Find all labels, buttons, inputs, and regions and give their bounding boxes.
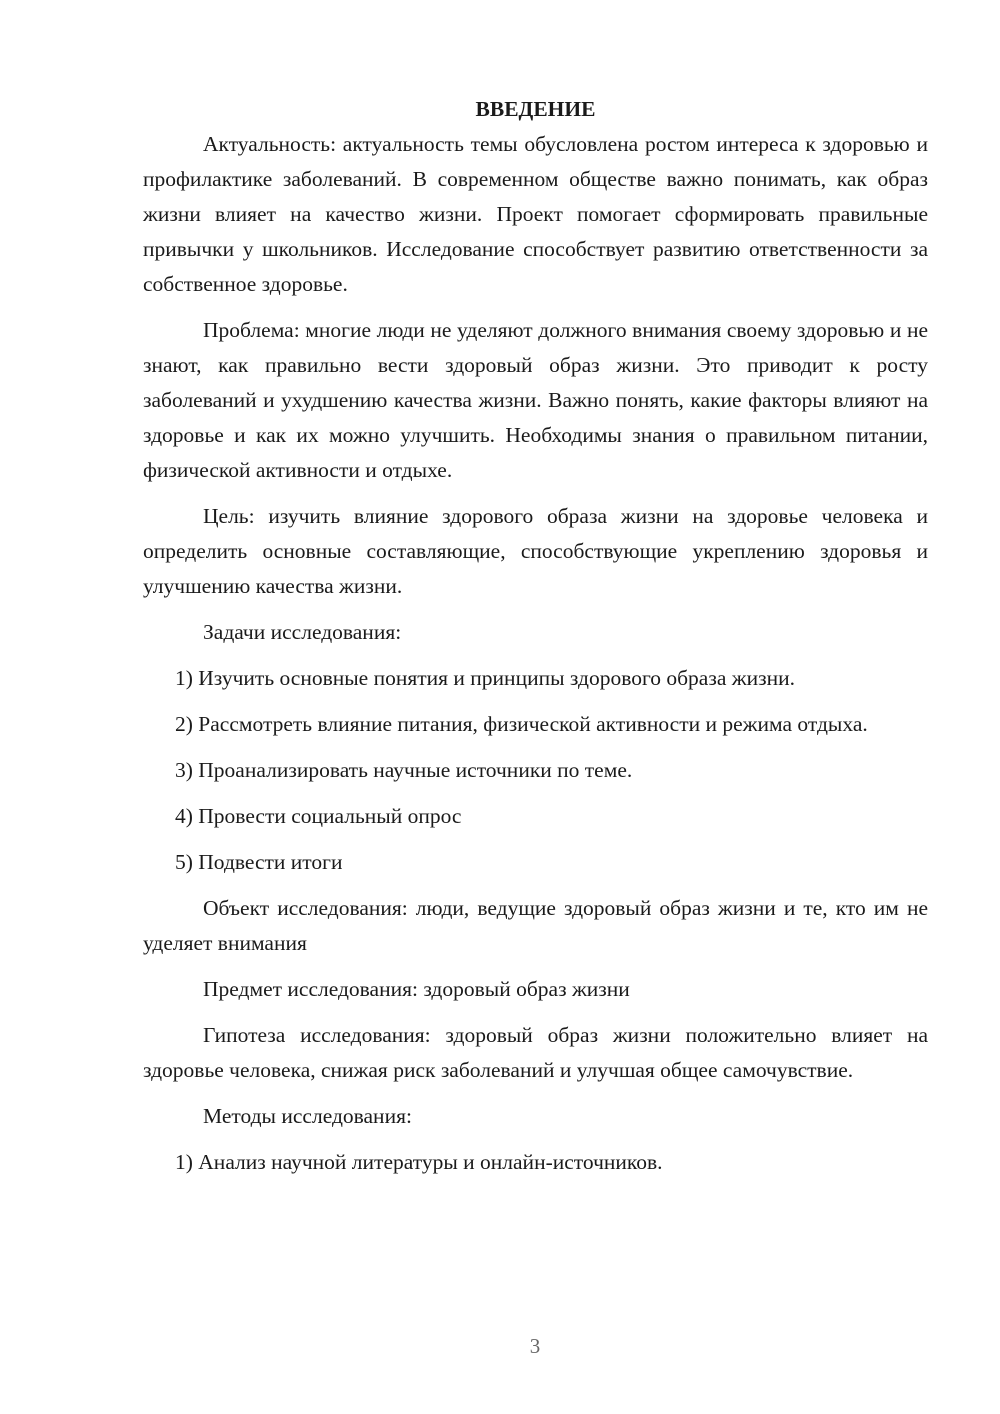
methods-heading: Методы исследования:	[203, 1104, 412, 1128]
problem-paragraph: Проблема: многие люди не уделяют должного внимания своему здоровью и не знают, как правильно вести здоровый образ жизни. Это приводит к росту заболеваний и ухудшению качества жизни. Важно понять, какие факторы влияют на здоровье и как их можно улучшить. Необходимы знания о правильном питании, физической активности и отдыхе.	[143, 318, 928, 482]
page-number: 3	[529, 1334, 541, 1358]
task-item-1: 1) Изучить основные понятия и принципы здорового образа жизни.	[175, 666, 795, 690]
task-item-3: 3) Проанализировать научные источники по теме.	[175, 758, 633, 782]
page-content	[143, 92, 928, 1180]
object-paragraph: Объект исследования: люди, ведущие здоровый образ жизни и те, кто им не уделяет внимания	[143, 896, 928, 955]
hypothesis-paragraph: Гипотеза исследования: здоровый образ жизни положительно влияет на здоровье человека, снижая риск заболеваний и улучшая общее самочувствие.	[143, 1023, 928, 1082]
task-item-2: 2) Рассмотреть влияние питания, физической активности и режима отдыха.	[175, 712, 868, 736]
subject-paragraph: Предмет исследования: здоровый образ жизни	[203, 977, 630, 1001]
page-title: ВВЕДЕНИЕ	[475, 97, 596, 121]
task-item-4: 4) Провести социальный опрос	[175, 804, 462, 828]
goal-paragraph: Цель: изучить влияние здорового образа жизни на здоровье человека и определить основные составляющие, способствующие укреплению здоровья и улучшению качества жизни.	[143, 504, 928, 598]
task-item-5: 5) Подвести итоги	[175, 850, 343, 874]
relevance-paragraph: Актуальность: актуальность темы обусловлена ростом интереса к здоровью и профилактике заболеваний. В современном обществе важно понимать, как образ жизни влияет на качество жизни. Проект помогает сформировать правильные привычки у школьников. Исследование способствует развитию ответственности за собственное здоровье.	[143, 132, 928, 296]
method-item-1: 1) Анализ научной литературы и онлайн-источников.	[175, 1150, 663, 1174]
tasks-heading: Задачи исследования:	[203, 620, 402, 644]
